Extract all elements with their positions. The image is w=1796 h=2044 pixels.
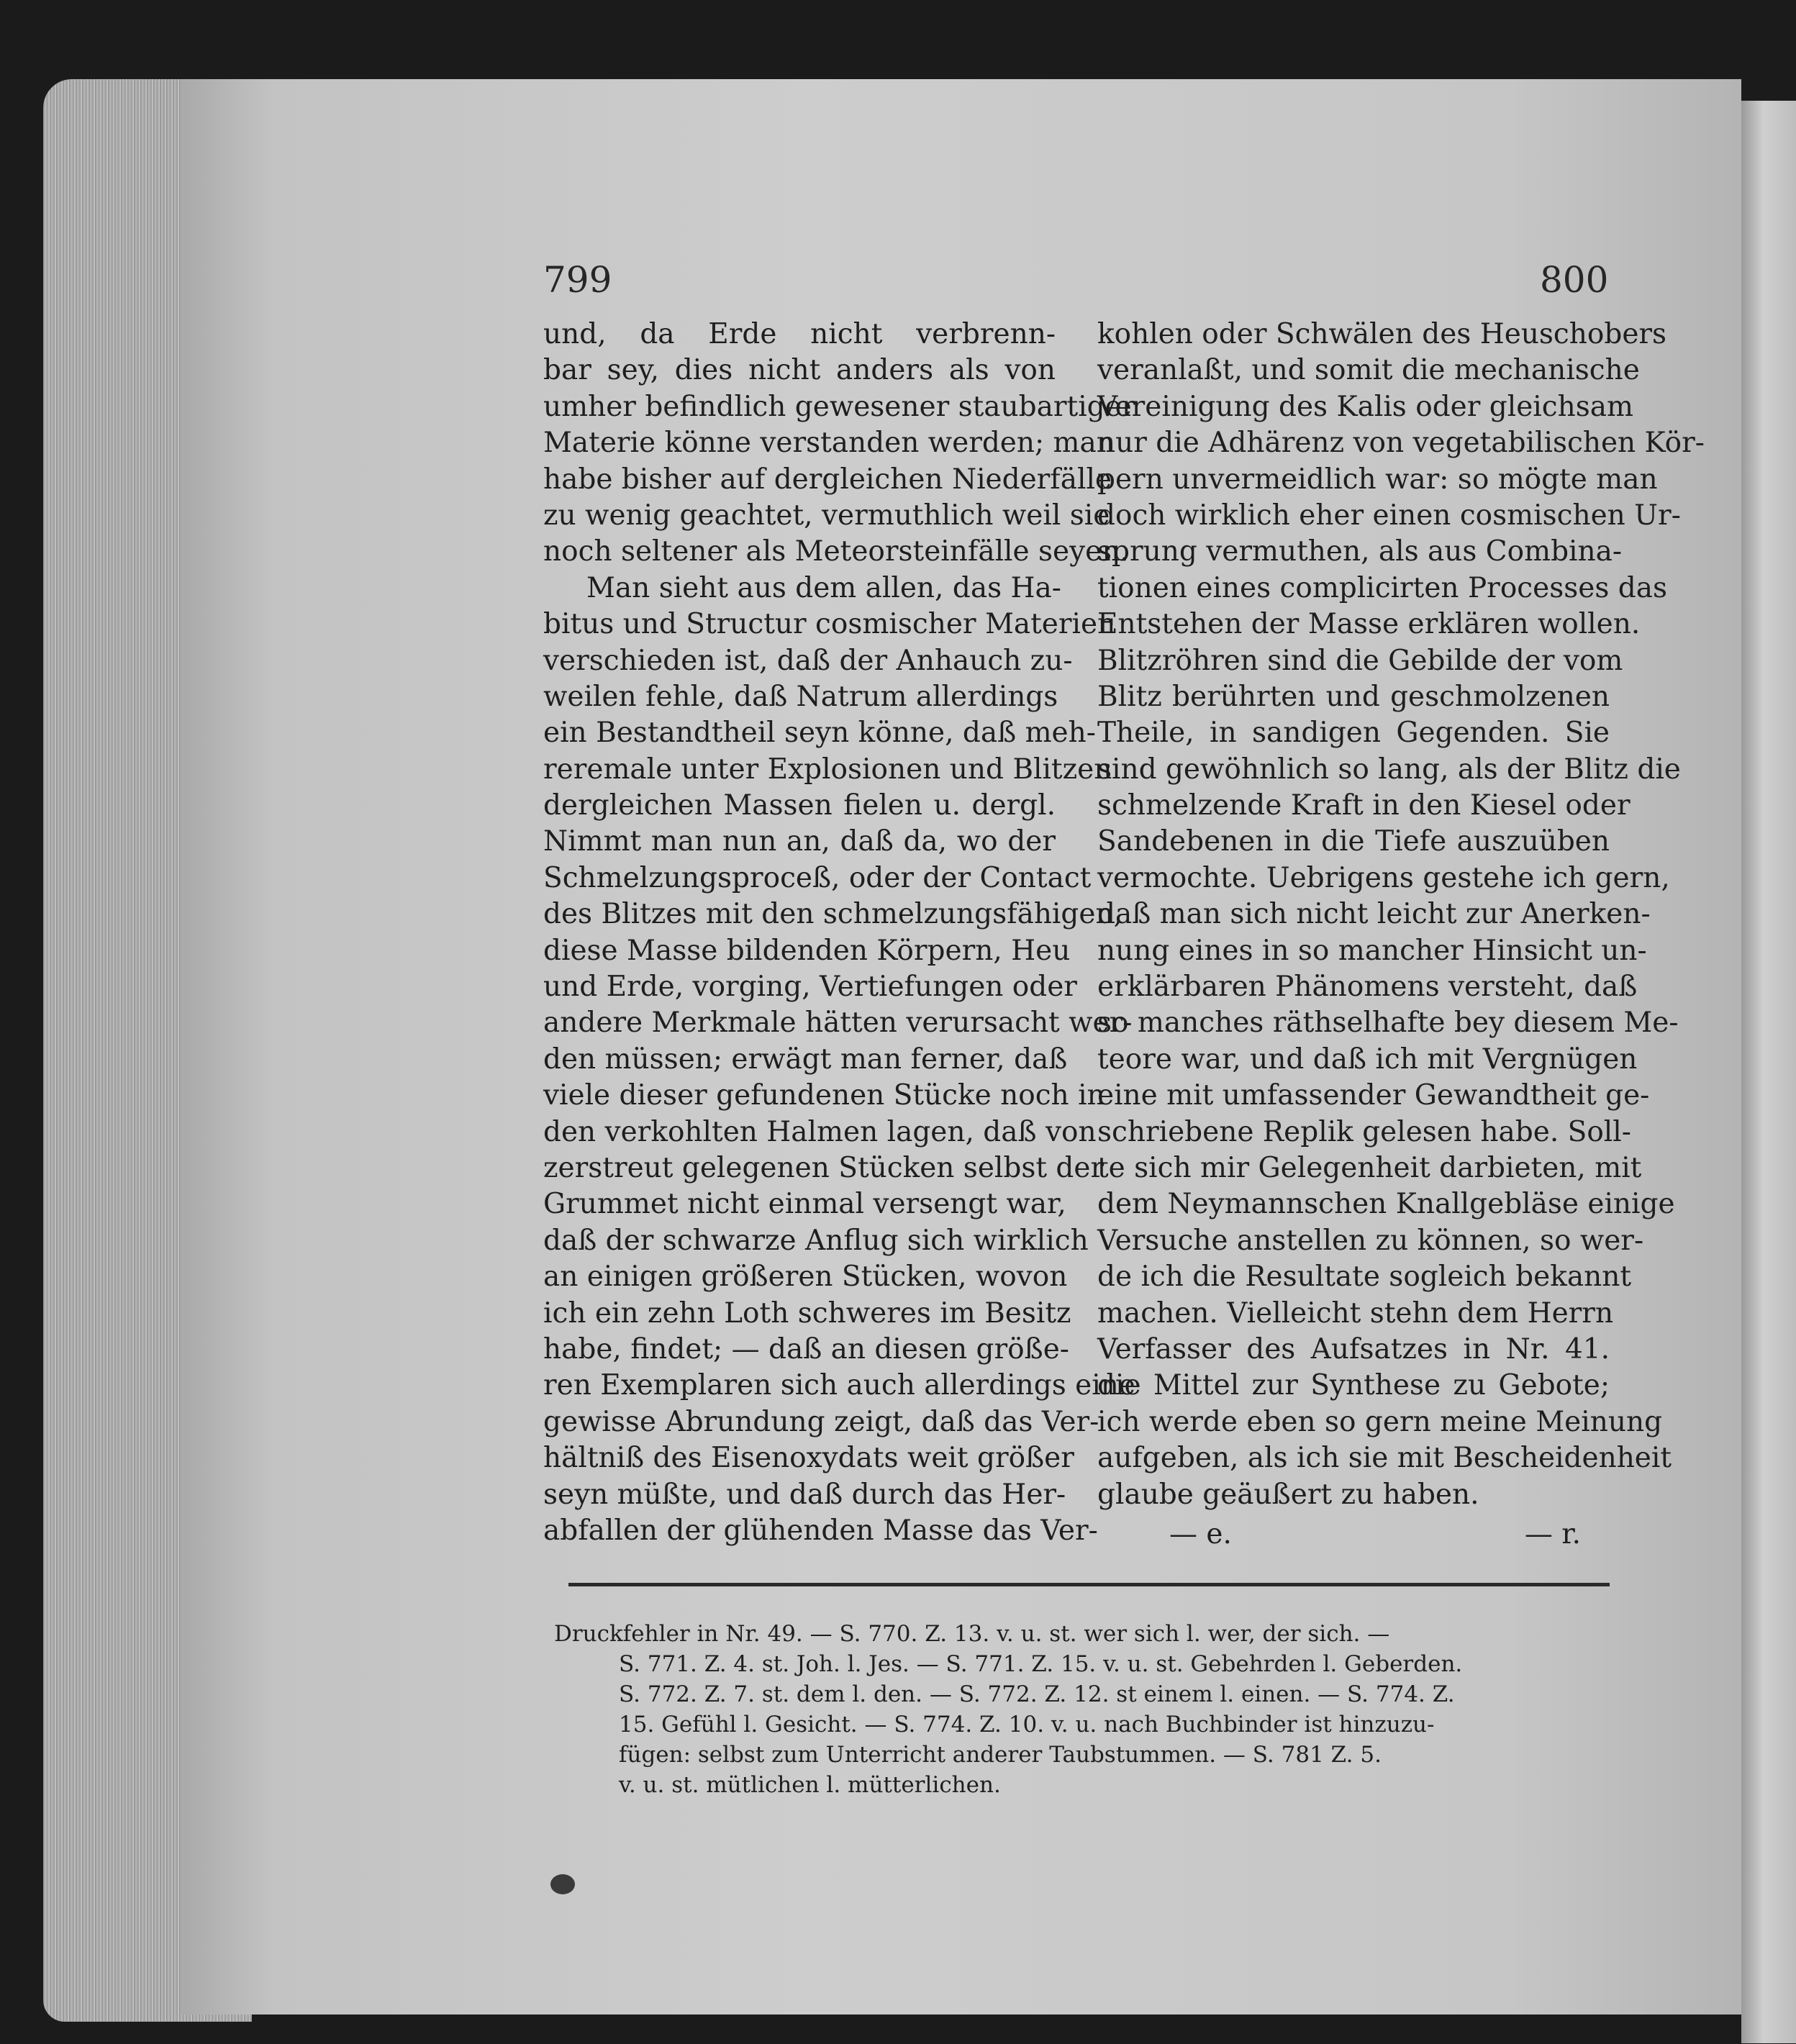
text-line: ich werde eben so gern meine Meinung [1097, 1405, 1663, 1438]
text-line: sind gewöhnlich so lang, als der Blitz die [1097, 753, 1681, 786]
text-line: schmelzende Kraft in den Kiesel oder [1097, 789, 1631, 822]
page-number-left: 799 [543, 259, 612, 301]
text-line: doch wirklich eher einen cosmischen Ur- [1097, 499, 1681, 532]
text-line: Vereinigung des Kalis oder gleichsam [1097, 390, 1633, 423]
text-line: Verfasser des Aufsatzes in Nr. 41. [1097, 1332, 1610, 1366]
text-line: reremale unter Explosionen und Blitzen [543, 753, 1112, 786]
text-line: veranlaßt, und somit die mechanische [1097, 354, 1640, 387]
text-line: aufgeben, als ich sie mit Bescheidenheit [1097, 1442, 1672, 1475]
text-line: gewisse Abrundung zeigt, daß das Ver- [543, 1405, 1099, 1438]
text-line: ich ein zehn Loth schweres im Besitz [543, 1296, 1071, 1330]
text-line: zu wenig geachtet, vermuthlich weil sie [543, 499, 1110, 532]
text-line: bar sey, dies nicht anders als von [543, 354, 1056, 387]
errata-line: S. 771. Z. 4. st. Joh. l. Jes. — S. 771. Z. 15. v. u. st. Gebehrden l. Geberden. [619, 1651, 1463, 1677]
text-line: kohlen oder Schwälen des Heuschobers [1097, 318, 1667, 350]
text-line: nung eines in so mancher Hinsicht un- [1097, 934, 1647, 967]
text-line: vermochte. Uebrigens gestehe ich gern, [1097, 861, 1670, 894]
text-line: te sich mir Gelegenheit darbieten, mit [1097, 1151, 1642, 1184]
ink-spot [550, 1874, 575, 1894]
text-line: nur die Adhärenz von vegetabilischen Kör- [1097, 427, 1705, 460]
text-line: Nimmt man nun an, daß da, wo der [543, 825, 1056, 858]
text-line: so manches räthselhafte bey diesem Me- [1097, 1007, 1679, 1040]
page-number-right: 800 [1540, 259, 1609, 301]
text-line: tionen eines complicirten Processes das [1097, 571, 1667, 604]
text-line: pern unvermeidlich war: so mögte man [1097, 463, 1658, 496]
text-line: seyn müßte, und daß durch das Her- [543, 1478, 1066, 1511]
errata-line: 15. Gefühl l. Gesicht. — S. 774. Z. 10. v. u. nach Buchbinder ist hinzuzu- [619, 1712, 1435, 1738]
text-line: Schmelzungsproceß, oder der Contact [543, 861, 1092, 894]
text-line: und Erde, vorging, Vertiefungen oder [543, 971, 1077, 1004]
text-line: daß der schwarze Anflug sich wirklich [543, 1224, 1089, 1257]
signature-line [1097, 1518, 1610, 1554]
text-line: Theile, in sandigen Gegenden. Sie [1097, 717, 1610, 750]
text-line: Blitz berührten und geschmolzenen [1097, 680, 1610, 713]
text-line: eine mit umfassender Gewandtheit ge- [1097, 1079, 1650, 1112]
text-line: an einigen größeren Stücken, wovon [543, 1261, 1068, 1294]
errata-line: v. u. st. mütlichen l. mütterlichen. [619, 1772, 1001, 1798]
text-column-right [1097, 317, 1705, 1513]
text-line: hältniß des Eisenoxydats weit größer [543, 1442, 1074, 1475]
text-line: daß man sich nicht leicht zur Anerken- [1097, 898, 1651, 931]
text-line: dem Neymannschen Knallgebläse einige [1097, 1188, 1675, 1221]
text-line: des Blitzes mit den schmelzungsfähigen, [543, 898, 1122, 931]
text-line: Materie könne verstanden werden; man [543, 427, 1115, 460]
text-line: und, da Erde nicht verbrenn- [543, 318, 1056, 350]
errata-line: fügen: selbst zum Unterricht anderer Taubstummen. — S. 781 Z. 5. [619, 1742, 1382, 1768]
text-line: andere Merkmale hätten verursacht wer- [543, 1007, 1133, 1040]
text-line: abfallen der glühenden Masse das Ver- [543, 1514, 1098, 1547]
text-column-left [543, 317, 1135, 1549]
text-line: zerstreut gelegenen Stücken selbst der [543, 1151, 1105, 1184]
text-line: viele dieser gefundenen Stücke noch in [543, 1079, 1105, 1112]
errata-line: Druckfehler in Nr. 49. — S. 770. Z. 13. v. u. st. wer sich l. wer, der sich. — [554, 1621, 1390, 1647]
errata-block [554, 1619, 1619, 1800]
text-line: umher befindlich gewesener staubartiger [543, 390, 1135, 423]
text-line: Entstehen der Masse erklären wollen. [1097, 608, 1641, 641]
text-line: teore war, und daß ich mit Vergnügen [1097, 1043, 1638, 1076]
text-line: Sandebenen in die Tiefe auszuüben [1097, 825, 1610, 858]
text-line: verschieden ist, daß der Anhauch zu- [543, 644, 1073, 677]
text-line: erklärbaren Phänomens versteht, daß [1097, 971, 1638, 1004]
text-line: dergleichen Massen fielen u. dergl. [543, 789, 1056, 822]
text-line: Blitzröhren sind die Gebilde der vom [1097, 644, 1623, 677]
text-line: die Mittel zur Synthese zu Gebote; [1097, 1369, 1610, 1402]
section-divider [568, 1583, 1610, 1586]
text-line: weilen fehle, daß Natrum allerdings [543, 680, 1058, 713]
text-line: sprung vermuthen, als aus Combina- [1097, 535, 1623, 568]
signature-right: — r. [1524, 1518, 1581, 1550]
signature-left: — e. [1169, 1518, 1232, 1550]
text-line: machen. Vielleicht stehn dem Herrn [1097, 1296, 1614, 1330]
text-line: habe, findet; — daß an diesen größe- [543, 1332, 1069, 1366]
facing-page-edge [1741, 101, 1796, 2043]
text-line: noch seltener als Meteorsteinfälle seyen. [543, 535, 1129, 568]
text-line: ren Exemplaren sich auch allerdings eine [543, 1369, 1135, 1402]
text-line: habe bisher auf dergleichen Niederfälle [543, 463, 1112, 496]
text-line: den verkohlten Halmen lagen, daß von [543, 1115, 1097, 1148]
text-line: den müssen; erwägt man ferner, daß [543, 1043, 1068, 1076]
text-line: Man sieht aus dem allen, das Ha- [586, 571, 1061, 604]
text-line: schriebene Replik gelesen habe. Soll- [1097, 1115, 1631, 1148]
text-line: glaube geäußert zu haben. [1097, 1478, 1479, 1511]
text-line: diese Masse bildenden Körpern, Heu [543, 934, 1071, 967]
text-line: ein Bestandtheil seyn könne, daß meh- [543, 717, 1096, 750]
text-line: Grummet nicht einmal versengt war, [543, 1188, 1066, 1221]
text-line: bitus und Structur cosmischer Materien [543, 608, 1116, 641]
text-line: de ich die Resultate sogleich bekannt [1097, 1261, 1631, 1294]
text-line: Versuche anstellen zu können, so wer- [1097, 1224, 1644, 1257]
errata-line: S. 772. Z. 7. st. dem l. den. — S. 772. Z. 12. st einem l. einen. — S. 774. Z. [619, 1681, 1455, 1707]
